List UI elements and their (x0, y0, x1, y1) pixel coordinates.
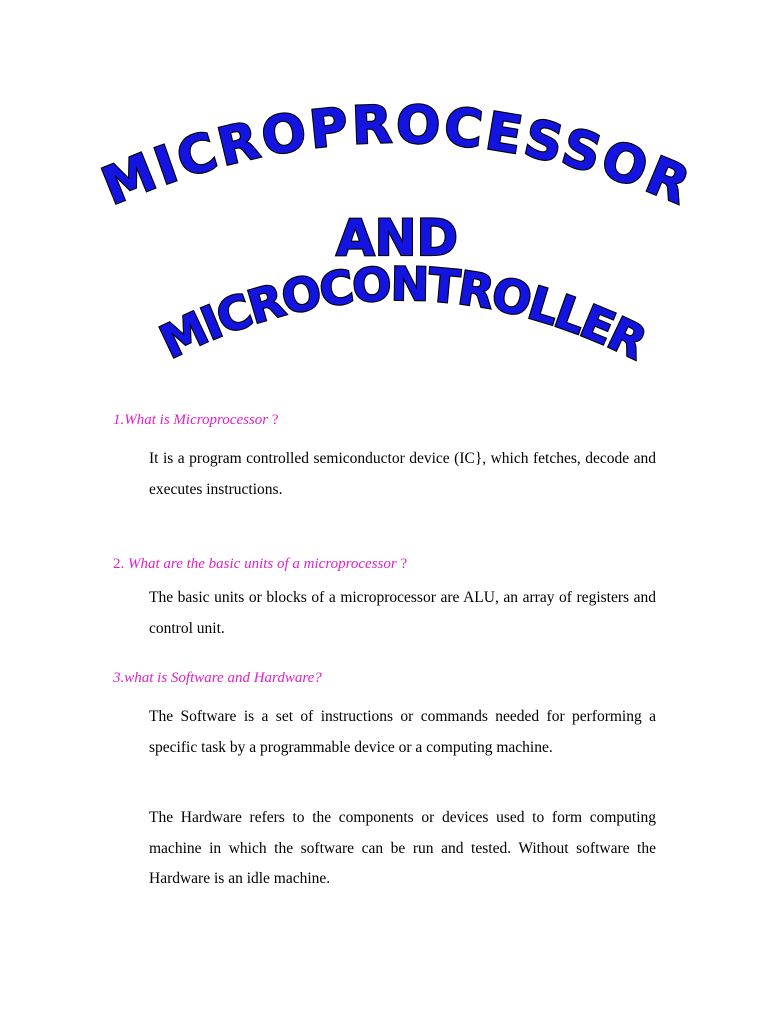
question-3 (113, 670, 322, 687)
wordart-title (0, 0, 768, 400)
question-1-number: 1. (113, 412, 125, 428)
question-2-mark: ? (396, 556, 408, 572)
question-1 (113, 412, 279, 429)
question-1-mark: ? (268, 412, 279, 428)
question-1-text: What is Microprocessor (124, 412, 269, 428)
title-line-1: MICROPROCESSOR (94, 95, 701, 218)
question-3-text: what is Software and Hardware? (124, 670, 322, 686)
question-2-number: 2. (113, 556, 128, 572)
question-2-text: What are the basic units of a microprocessor (128, 556, 397, 572)
title-line-3: MICROCONTROLLER (151, 256, 654, 370)
answer-1: It is a program controlled semiconductor device (IC}, which fetches, decode and executes instructions. (149, 450, 656, 498)
question-3-number: 3. (113, 670, 125, 686)
answer-3a: The Software is a set of instructions or commands needed for performing a specific task by a programmable device or a computing machine. (149, 708, 656, 756)
answer-2: The basic units or blocks of a microprocessor are ALU, an array of registers and control unit. (149, 589, 656, 637)
answer-3b: The Hardware refers to the components or devices used to form computing machine in which the software can be run and tested. Without software the Hardware is an idle machine. (149, 809, 656, 887)
title-line-2: AND (335, 209, 459, 267)
question-2 (113, 556, 407, 573)
